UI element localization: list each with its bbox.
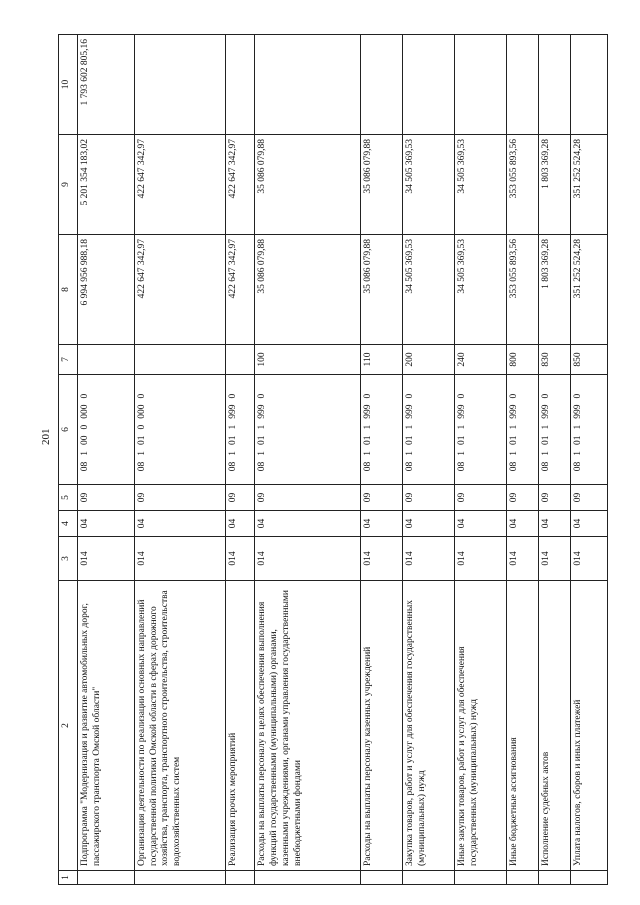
page-number: 201: [40, 428, 52, 445]
target-article-part: 1: [136, 451, 147, 456]
cell-admin-code: 014: [225, 537, 255, 581]
cell-admin-code: 014: [134, 537, 225, 581]
target-article-part: 08: [136, 461, 147, 472]
target-article-part: 999: [405, 404, 416, 419]
cell-subsection: 09: [361, 485, 403, 511]
target-article-part: 1: [572, 424, 583, 430]
target-article-part: 000: [136, 404, 147, 419]
budget-table-rotated: [58, 35, 608, 885]
cell-amount-9: 35 086 079,88: [361, 135, 403, 235]
col-header-2: 2: [59, 581, 78, 871]
cell-section: 04: [225, 511, 255, 537]
target-article-part: 01: [457, 435, 468, 445]
cell-section: 04: [403, 511, 455, 537]
cell-target-article: [570, 375, 607, 485]
table-row: [255, 35, 361, 885]
table-row: [225, 35, 255, 885]
cell-amount-10: [506, 35, 538, 135]
target-article-part: 0: [508, 393, 519, 399]
target-article-part: 1: [540, 451, 551, 456]
target-article-part: 999: [572, 404, 583, 419]
target-article-part: 08: [363, 461, 374, 472]
target-article-part: 1: [457, 451, 468, 456]
cell-amount-8: 34 505 369,53: [455, 235, 507, 345]
cell-section: 04: [361, 511, 403, 537]
target-article-part: 01: [508, 435, 519, 445]
cell-section: 04: [78, 511, 135, 537]
target-article-part: 1: [227, 451, 238, 456]
cell-admin-code: 014: [570, 537, 607, 581]
cell-amount-9: 5 201 354 183,02: [78, 135, 135, 235]
target-article-part: 1: [257, 424, 268, 430]
target-article-part: 1: [508, 451, 519, 456]
cell-subsection: 09: [78, 485, 135, 511]
cell-section: 04: [255, 511, 361, 537]
cell-item-name: Подпрограмма "Модернизация и развитие автомобильных дорог, пассажирского транспорта Омской области": [78, 581, 135, 871]
cell-expense-type: [78, 345, 135, 375]
cell-col-1: [570, 871, 607, 885]
cell-amount-9: 1 803 369,28: [538, 135, 570, 235]
cell-item-name: Уплата налогов, сборов и иных платежей: [570, 581, 607, 871]
target-article-part: 01: [405, 435, 416, 445]
target-article-part: 01: [572, 435, 583, 445]
target-article-part: 01: [257, 435, 268, 445]
cell-col-1: [134, 871, 225, 885]
cell-amount-10: [455, 35, 507, 135]
cell-target-article: [538, 375, 570, 485]
target-article-part: 0: [363, 393, 374, 399]
cell-item-name: Иные закупки товаров, работ и услуг для обеспечения государственных (муниципальных) нужд: [455, 581, 507, 871]
cell-col-1: [255, 871, 361, 885]
cell-amount-8: 1 803 369,28: [538, 235, 570, 345]
cell-amount-9: 422 647 342,97: [225, 135, 255, 235]
target-article-part: 1: [363, 424, 374, 430]
col-header-6: 6: [59, 375, 78, 485]
cell-section: 04: [506, 511, 538, 537]
cell-subsection: 09: [134, 485, 225, 511]
cell-amount-8: 353 055 893,56: [506, 235, 538, 345]
cell-amount-9: 34 505 369,53: [455, 135, 507, 235]
cell-col-1: [361, 871, 403, 885]
target-article-part: 08: [80, 461, 90, 472]
cell-admin-code: 014: [455, 537, 507, 581]
cell-amount-8: 34 505 369,53: [403, 235, 455, 345]
cell-admin-code: 014: [78, 537, 135, 581]
table-row: [570, 35, 607, 885]
target-article-part: 1: [405, 424, 416, 430]
cell-subsection: 09: [255, 485, 361, 511]
cell-item-name: Иные бюджетные ассигнования: [506, 581, 538, 871]
cell-subsection: 09: [506, 485, 538, 511]
target-article-part: 999: [508, 404, 519, 419]
cell-amount-10: [134, 35, 225, 135]
cell-admin-code: 014: [361, 537, 403, 581]
cell-item-name: Исполнение судебных актов: [538, 581, 570, 871]
cell-item-name: Реализация прочих мероприятий: [225, 581, 255, 871]
target-article-part: 08: [457, 461, 468, 472]
table-row: [134, 35, 225, 885]
cell-expense-type: 240: [455, 345, 507, 375]
target-article-part: 0: [227, 393, 238, 399]
cell-item-name: Закупка товаров, работ и услуг для обеспечения государственных (муниципальных) нужд: [403, 581, 455, 871]
target-article-part: 01: [363, 435, 374, 445]
table-row: [455, 35, 507, 885]
target-article-part: 1: [363, 451, 374, 456]
table-row: [403, 35, 455, 885]
table-row: [78, 35, 135, 885]
cell-target-article: [506, 375, 538, 485]
cell-target-article: [361, 375, 403, 485]
cell-target-article: [225, 375, 255, 485]
target-article-part: 0: [572, 393, 583, 399]
cell-item-name: Расходы на выплаты персоналу казенных учреждений: [361, 581, 403, 871]
cell-amount-10: [361, 35, 403, 135]
target-article-part: 01: [227, 435, 238, 445]
cell-amount-9: 34 505 369,53: [403, 135, 455, 235]
cell-amount-8: 422 647 342,97: [225, 235, 255, 345]
cell-col-1: [403, 871, 455, 885]
cell-target-article: [455, 375, 507, 485]
cell-col-1: [506, 871, 538, 885]
cell-subsection: 09: [225, 485, 255, 511]
cell-expense-type: 830: [538, 345, 570, 375]
cell-amount-10: [570, 35, 607, 135]
target-article-part: 0: [136, 393, 147, 399]
cell-amount-9: 353 055 893,56: [506, 135, 538, 235]
target-article-part: 01: [540, 435, 551, 445]
table-row: [506, 35, 538, 885]
col-header-1: 1: [59, 871, 78, 885]
target-article-part: 000: [80, 404, 90, 419]
target-article-part: 1: [572, 451, 583, 456]
target-article-part: 1: [227, 424, 238, 430]
cell-section: 04: [455, 511, 507, 537]
target-article-part: 01: [136, 435, 147, 445]
cell-item-name: Расходы на выплаты персоналу в целях обеспечения выполнения функций государственными (муниципальными) органами, казенными учреждениями, органами управления государственными внебюджетными фондами: [255, 581, 361, 871]
cell-section: 04: [538, 511, 570, 537]
col-header-9: 9: [59, 135, 78, 235]
cell-amount-9: 35 086 079,88: [255, 135, 361, 235]
col-header-4: 4: [59, 511, 78, 537]
cell-amount-9: 351 252 524,28: [570, 135, 607, 235]
target-article-part: 999: [540, 404, 551, 419]
cell-subsection: 09: [403, 485, 455, 511]
target-article-part: 1: [508, 424, 519, 430]
target-article-part: 0: [457, 393, 468, 399]
col-header-7: 7: [59, 345, 78, 375]
cell-section: 04: [570, 511, 607, 537]
target-article-part: 999: [363, 404, 374, 419]
cell-target-article: [403, 375, 455, 485]
cell-subsection: 09: [538, 485, 570, 511]
cell-admin-code: 014: [538, 537, 570, 581]
target-article-part: 1: [540, 424, 551, 430]
col-header-10: 10: [59, 35, 78, 135]
cell-amount-8: 35 086 079,88: [361, 235, 403, 345]
target-article-part: 08: [572, 461, 583, 472]
col-header-5: 5: [59, 485, 78, 511]
cell-col-1: [538, 871, 570, 885]
target-article-part: 1: [457, 424, 468, 430]
target-article-part: 00: [80, 435, 90, 445]
header-row: [59, 35, 78, 885]
cell-expense-type: 100: [255, 345, 361, 375]
table-row: [538, 35, 570, 885]
target-article-part: 0: [540, 393, 551, 399]
budget-table: [58, 34, 608, 885]
target-article-part: 0: [80, 393, 90, 399]
cell-target-article: [134, 375, 225, 485]
cell-amount-8: 6 994 956 988,18: [78, 235, 135, 345]
col-header-3: 3: [59, 537, 78, 581]
target-article-part: 0: [257, 393, 268, 399]
cell-target-article: [78, 375, 135, 485]
cell-amount-9: 422 647 342,97: [134, 135, 225, 235]
target-article-part: 1: [405, 451, 416, 456]
cell-col-1: [78, 871, 135, 885]
cell-amount-8: 422 647 342,97: [134, 235, 225, 345]
cell-section: 04: [134, 511, 225, 537]
target-article-part: 0: [405, 393, 416, 399]
target-article-part: 1: [80, 451, 90, 456]
cell-expense-type: 850: [570, 345, 607, 375]
cell-amount-10: [225, 35, 255, 135]
cell-admin-code: 014: [255, 537, 361, 581]
target-article-part: 08: [508, 461, 519, 472]
col-header-8: 8: [59, 235, 78, 345]
cell-expense-type: [134, 345, 225, 375]
cell-subsection: 09: [570, 485, 607, 511]
cell-amount-8: 351 252 524,28: [570, 235, 607, 345]
cell-expense-type: 800: [506, 345, 538, 375]
target-article-part: 1: [257, 451, 268, 456]
cell-admin-code: 014: [403, 537, 455, 581]
target-article-part: 08: [227, 461, 238, 472]
target-article-part: 08: [540, 461, 551, 472]
cell-col-1: [225, 871, 255, 885]
target-article-part: 0: [80, 424, 90, 430]
cell-expense-type: 200: [403, 345, 455, 375]
table-row: [361, 35, 403, 885]
cell-item-name: Организация деятельности по реализации основных направлений государственной политики Омской области в сферах дорожного хозяйства, транспорта, транспортного строительства, строительства водохозяйственных систем: [134, 581, 225, 871]
cell-col-1: [455, 871, 507, 885]
target-article-part: 999: [227, 404, 238, 419]
cell-expense-type: 110: [361, 345, 403, 375]
cell-amount-10: [403, 35, 455, 135]
cell-target-article: [255, 375, 361, 485]
target-article-part: 0: [136, 424, 147, 430]
target-article-part: 999: [457, 404, 468, 419]
cell-subsection: 09: [455, 485, 507, 511]
cell-expense-type: [225, 345, 255, 375]
cell-amount-10: [255, 35, 361, 135]
cell-amount-10: 1 793 602 805,16: [78, 35, 135, 135]
target-article-part: 08: [405, 461, 416, 472]
cell-amount-10: [538, 35, 570, 135]
cell-admin-code: 014: [506, 537, 538, 581]
target-article-part: 999: [257, 404, 268, 419]
cell-amount-8: 35 086 079,88: [255, 235, 361, 345]
target-article-part: 08: [257, 461, 268, 472]
